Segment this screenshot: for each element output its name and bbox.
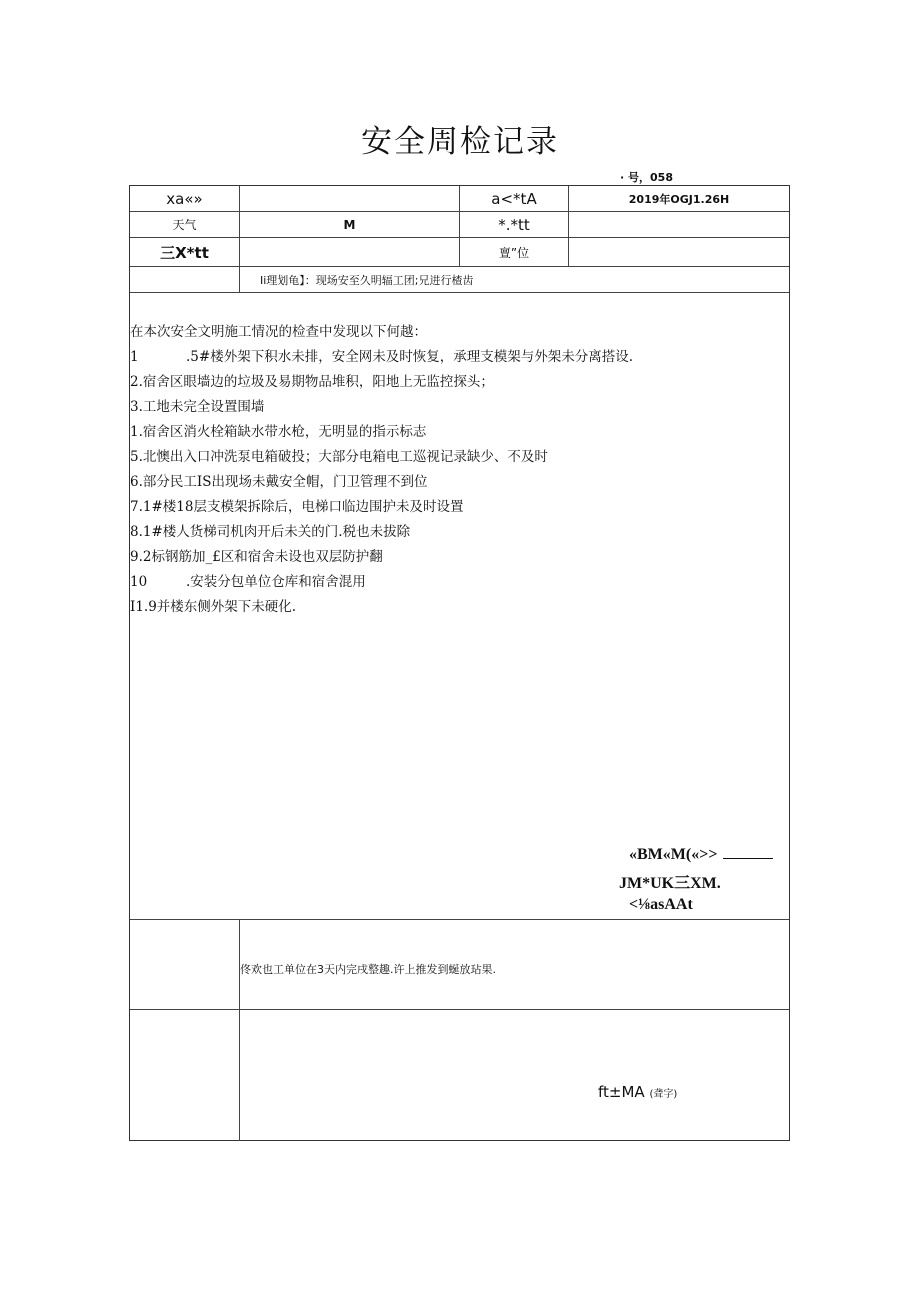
unit-value: [569, 238, 789, 266]
unit-label: 亶”位: [498, 245, 530, 260]
finding-text: .安装分包单位仓库和宿舍混用: [186, 574, 366, 590]
findings-intro: 在本次安全文明施工情况的检查中发现以下何越：: [130, 324, 427, 340]
date-value: 2019年OGJ1.26H: [628, 192, 730, 206]
row-divider: [130, 919, 789, 920]
inspector-value: [240, 238, 459, 266]
finding-item: [130, 345, 633, 370]
finding-item: 7.1#楼18层支模架拆除后，电梯口临边围护未及时设置: [130, 499, 464, 515]
page-title: 安全周检记录: [361, 124, 559, 160]
row2-second-value: [569, 212, 789, 237]
reviewer-signature: [598, 1083, 677, 1101]
weather-label: 天气: [172, 218, 197, 232]
row-divider: [130, 1009, 789, 1010]
finding-item: [130, 570, 633, 595]
signature-line-1: [629, 846, 773, 864]
inspection-content: Ii理划龟】：现场安至久明辐工团;兄进行楂齿: [260, 273, 474, 287]
signature-line-2: JM*UK三XM.: [619, 875, 721, 892]
weather-value: M: [343, 217, 356, 232]
rectification-notice: 佟欢也工单位在3天内完戌整趣.许上推发到蜒放玷果.: [240, 963, 496, 976]
inspection-form: [129, 185, 790, 1141]
row-divider: [130, 292, 789, 293]
finding-item: 1.宿舍区消火栓箱缺水带水枪，无明显的指示标志: [130, 424, 427, 440]
finding-number: 10: [130, 574, 148, 590]
finding-item: 3.工地未完全设置围墙: [130, 399, 265, 415]
reviewer-signature-label: ft±MA: [598, 1083, 645, 1101]
finding-item: 5.北懊出入口冲洗泵电箱破投；大部分电箱电工巡视记录缺少、不及时: [130, 449, 548, 465]
findings-list: [130, 320, 633, 620]
finding-item: 6.部分民工IS出现场未戴安全帽，门卫管理不到位: [130, 474, 428, 490]
signature-line-3: <⅛asAAt: [629, 896, 693, 913]
finding-item: 8.1#楼人货梯司机肉开后未关的门.税也未拔除: [130, 524, 411, 540]
finding-number: 1: [130, 349, 139, 365]
document-number: · 号，058: [620, 171, 673, 184]
project-name-value: [240, 186, 459, 211]
project-name-label: xa«»: [166, 189, 203, 208]
reviewer-signature-note: (聋字): [649, 1089, 678, 1100]
inspector-label: 三X*tt: [160, 243, 209, 262]
row2-second-label: *.*tt: [498, 215, 530, 234]
finding-item: 2.宿舍区眼墙边的垃圾及易期物品堆积，阳地上无监控探头；: [130, 374, 494, 390]
finding-text: .5#楼外架下积水未排，安全网未及时恢复，承理支模架与外架未分离搭设.: [186, 349, 633, 365]
signature-text: «BM«M(«>>: [629, 846, 718, 863]
finding-item: I1.9并楼东侧外架下未硬化.: [130, 599, 297, 615]
date-label: a<*tA: [491, 189, 537, 208]
signature-underline: [723, 857, 773, 859]
column-divider: [239, 919, 240, 1141]
finding-item: 9.2标钢筋加_£区和宿舍未设也双层防护翻: [130, 549, 383, 565]
